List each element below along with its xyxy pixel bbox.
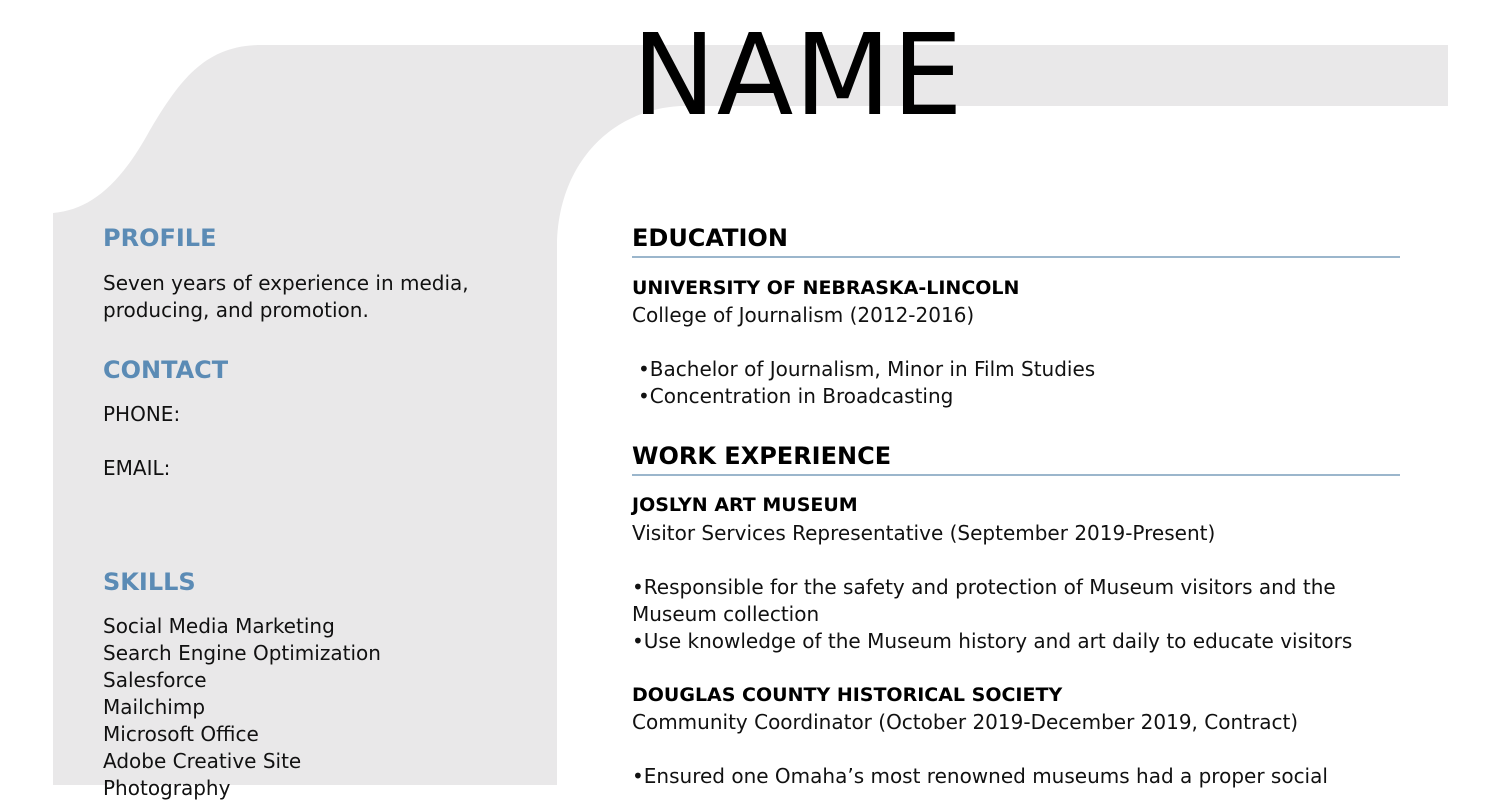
work-heading: WORK EXPERIENCE [632, 442, 892, 470]
skill-item: Social Media Marketing [103, 614, 335, 638]
job-role-2: Community Coordinator (October 2019-December 2019, Contract) [632, 710, 1299, 734]
name-title: NAME [632, 11, 964, 141]
job-role-1: Visitor Services Representative (September 2019-Present) [632, 521, 1216, 545]
skills-heading: SKILLS [103, 568, 196, 596]
skill-item: Salesforce [103, 668, 207, 692]
email-label: EMAIL: [103, 456, 171, 480]
job-org-2: DOUGLAS COUNTY HISTORICAL SOCIETY [632, 684, 1063, 706]
skill-item: Photography [103, 776, 231, 800]
education-bullets [632, 356, 1400, 410]
contact-heading: CONTACT [103, 356, 229, 384]
profile-heading: PROFILE [103, 224, 217, 252]
work-divider [632, 474, 1400, 476]
job-bullet: •Use knowledge of the Museum history and art daily to educate visitors [632, 629, 1353, 653]
job-1-bullets [632, 574, 1400, 655]
skill-item: Adobe Creative Site [103, 749, 302, 773]
education-bullet: •Bachelor of Journalism, Minor in Film Studies [638, 357, 1096, 381]
phone-label: PHONE: [103, 402, 181, 426]
education-heading: EDUCATION [632, 224, 788, 252]
profile-line-1: Seven years of experience in media, [103, 271, 469, 295]
job-org-1: JOSLYN ART MUSEUM [632, 494, 858, 516]
skill-item: Search Engine Optimization [103, 641, 381, 665]
job-bullet: •Ensured one Omaha’s most renowned museums had a proper social [632, 764, 1328, 788]
education-bullet: •Concentration in Broadcasting [638, 384, 954, 408]
school-program: College of Journalism (2012-2016) [632, 303, 975, 327]
school-name: UNIVERSITY OF NEBRASKA-LINCOLN [632, 277, 1020, 299]
skill-item: Mailchimp [103, 695, 206, 719]
skill-item: Microsoft Office [103, 722, 259, 746]
education-divider [632, 256, 1400, 258]
skills-list [103, 613, 381, 802]
job-bullet: •Responsible for the safety and protection of Museum visitors and the Museum collection [632, 575, 1336, 626]
profile-line-2: producing, and promotion. [103, 298, 369, 322]
job-2-bullets [632, 763, 1400, 790]
